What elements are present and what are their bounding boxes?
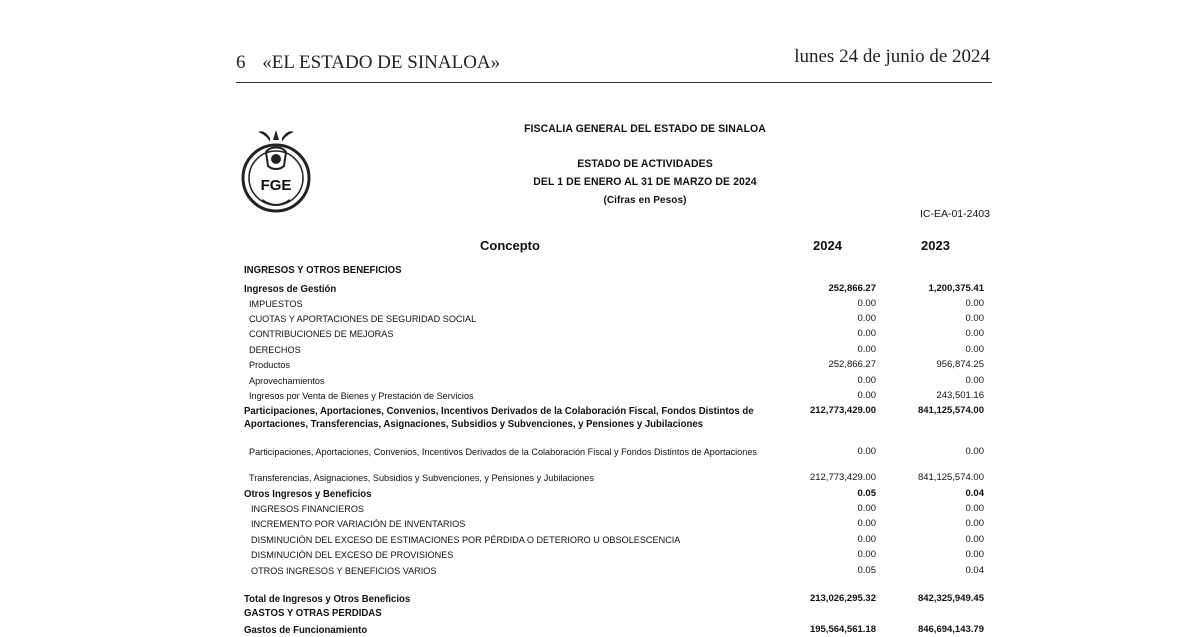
document-title: ESTADO DE ACTIVIDADES: [577, 158, 713, 170]
value-2023: 956,874.25: [936, 359, 984, 370]
value-2024: 212,773,429.00: [809, 405, 876, 416]
publication-name: «EL ESTADO DE SINALOA»: [262, 52, 501, 73]
row-label: Ingresos por Venta de Bienes y Prestación de Servicios: [249, 391, 474, 402]
row-label: CONTRIBUCIONES DE MEJORAS: [249, 329, 394, 340]
value-2023: 0.04: [965, 565, 984, 576]
page-number: 6: [236, 52, 246, 73]
row-label: Participaciones, Aportaciones, Convenios, Incentivos Derivados de la Colaboración Fiscal, Fondos Distintos de Aportaciones, Transferencias, Asignaciones, Subsidios y Subvenciones, y Pensiones y Jubilaciones: [244, 406, 754, 430]
value-2024: 0.00: [857, 390, 876, 401]
row-label: DERECHOS: [249, 345, 301, 356]
value-2024: 0.00: [857, 503, 876, 514]
value-2024: 0.00: [857, 446, 876, 457]
value-2023: 0.00: [965, 313, 984, 324]
row-label: INCREMENTO POR VARIACIÓN DE INVENTARIOS: [251, 519, 466, 530]
row-label: Otros Ingresos y Beneficios: [244, 489, 372, 500]
value-2023: 0.00: [965, 549, 984, 560]
value-2024: 0.00: [857, 518, 876, 529]
document-units: (Cifras en Pesos): [603, 194, 687, 206]
row-label: GASTOS Y OTRAS PERDIDAS: [244, 608, 382, 619]
row-label: Transferencias, Asignaciones, Subsidios y Subvenciones, y Pensiones y Jubilaciones: [249, 473, 594, 484]
document-code: IC-EA-01-2403: [919, 208, 990, 220]
value-2023: 0.00: [965, 344, 984, 355]
row-label: DISMINUCIÓN DEL EXCESO DE PROVISIONES: [251, 550, 454, 561]
row-label: DISMINUCIÓN DEL EXCESO DE ESTIMACIONES POR PÉRDIDA O DETERIORO U OBSOLESCENCIA: [251, 535, 681, 546]
value-2024: 0.00: [857, 534, 876, 545]
institution-name: FISCALIA GENERAL DEL ESTADO DE SINALOA: [524, 123, 766, 135]
value-2024: 0.00: [857, 344, 876, 355]
row-label: IMPUESTOS: [249, 299, 303, 310]
row-label: Productos: [249, 360, 291, 371]
row-label: Ingresos de Gestión: [244, 284, 337, 295]
row-label: Aprovechamientos: [249, 376, 325, 387]
value-2024: 0.00: [857, 313, 876, 324]
value-2023: 0.00: [965, 298, 984, 309]
value-2023: 0.00: [965, 328, 984, 339]
value-2024: 0.00: [857, 549, 876, 560]
value-2024: 213,026,295.32: [809, 593, 876, 604]
value-2023: 842,325,949.45: [917, 593, 984, 604]
value-2024: 195,564,561.18: [809, 624, 876, 635]
document-period: DEL 1 DE ENERO AL 31 DE MARZO DE 2024: [533, 176, 757, 188]
value-2024: 0.00: [857, 298, 876, 309]
column-header-concept: Concepto: [480, 238, 540, 253]
value-2023: 841,125,574.00: [917, 405, 984, 416]
row-label: CUOTAS Y APORTACIONES DE SEGURIDAD SOCIAL: [249, 314, 477, 325]
value-2023: 841,125,574.00: [917, 472, 984, 483]
value-2023: 0.00: [965, 503, 984, 514]
value-2024: 0.00: [857, 375, 876, 386]
row-label: Participaciones, Aportaciones, Convenios, Incentivos Derivados de la Colaboración Fiscal y Fondos Distintos de Aportaciones: [249, 447, 757, 458]
value-2023: 846,694,143.79: [917, 624, 984, 635]
row-label: INGRESOS Y OTROS BENEFICIOS: [244, 265, 402, 276]
publication-date: lunes 24 de junio de 2024: [794, 46, 990, 67]
value-2024: 252,866.27: [828, 359, 876, 370]
row-label: Total de Ingresos y Otros Beneficios: [244, 594, 411, 605]
value-2024: 212,773,429.00: [809, 472, 876, 483]
column-header-2024: 2024: [813, 238, 842, 253]
logo-text: FGE: [260, 177, 292, 194]
value-2023: 0.04: [965, 488, 984, 499]
value-2023: 1,200,375.41: [928, 283, 984, 294]
value-2023: 0.00: [965, 534, 984, 545]
row-label: OTROS INGRESOS Y BENEFICIOS VARIOS: [251, 566, 437, 577]
value-2023: 0.00: [965, 518, 984, 529]
row-label: Gastos de Funcionamiento: [244, 625, 368, 636]
value-2023: 243,501.16: [936, 390, 984, 401]
column-header-2023: 2023: [921, 238, 950, 253]
value-2023: 0.00: [965, 446, 984, 457]
row-label: INGRESOS FINANCIEROS: [251, 504, 365, 515]
value-2024: 0.00: [857, 328, 876, 339]
value-2024: 0.05: [857, 488, 876, 499]
value-2023: 0.00: [965, 375, 984, 386]
value-2024: 252,866.27: [828, 283, 876, 294]
value-2024: 0.05: [857, 565, 876, 576]
